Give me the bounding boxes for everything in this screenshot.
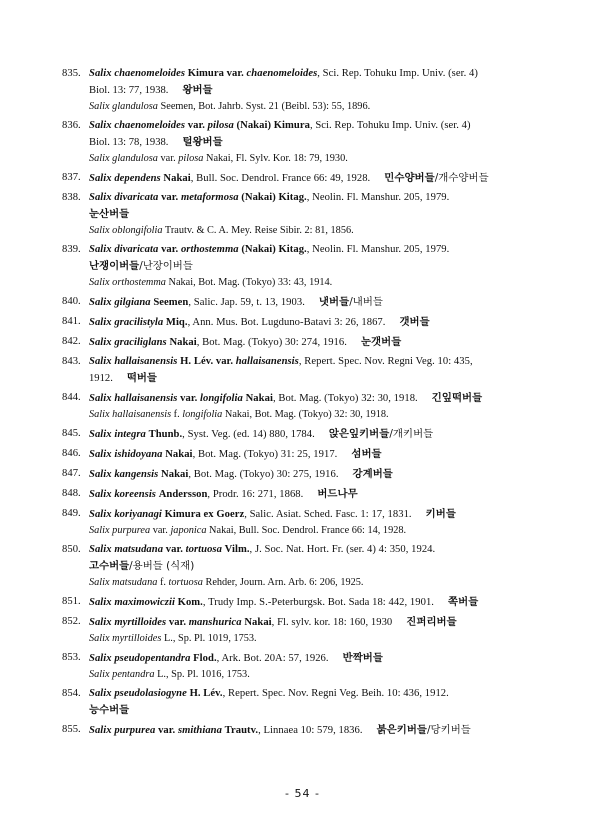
- synonym-line: [62, 667, 552, 683]
- species-epithet: maximowiczii: [114, 597, 175, 608]
- korean-name: [182, 84, 212, 96]
- entry-main-line: [62, 542, 552, 558]
- genus-name: Salix: [89, 688, 112, 699]
- korean-name-line: [62, 258, 552, 275]
- species-entry: [62, 190, 552, 239]
- synonym-line: [62, 575, 552, 591]
- species-epithet: integra: [114, 429, 146, 440]
- species-epithet: gilgiana: [114, 297, 151, 308]
- species-epithet: gracilistyla: [114, 317, 164, 328]
- korean-name: [343, 652, 383, 664]
- entry-main-line: [62, 506, 552, 523]
- entry-number: 848.: [62, 488, 81, 499]
- rank-marker: var.: [161, 192, 179, 203]
- infraspecific-author: Vilm.: [224, 544, 250, 555]
- page-number: - 54 -: [285, 787, 320, 800]
- infraspecific-epithet: pilosa: [207, 120, 234, 131]
- synonym-epithet: glandulosa: [112, 101, 158, 112]
- entry-number: 838.: [62, 192, 81, 203]
- entry-main-line: [62, 722, 552, 739]
- species-epithet: divaricata: [114, 192, 159, 203]
- synonym-line: [62, 523, 552, 539]
- species-entry: [62, 506, 552, 539]
- korean-name: [448, 596, 478, 608]
- citation-continuation: 1912.: [89, 373, 113, 384]
- rank-marker: var.: [161, 244, 179, 255]
- citation-continuation: Biol. 13: 77, 1938.: [89, 85, 169, 96]
- synonym-citation: Seemen, Bot. Jahrb. Syst. 21 (Beibl. 53): 55, 1896.: [157, 101, 371, 112]
- synonym-line: [62, 151, 552, 167]
- synonym-epithet: orthostemma: [112, 277, 166, 288]
- korean-name: [351, 448, 381, 460]
- entry-number: 846.: [62, 448, 81, 459]
- citation: , Neolin. Fl. Manshur. 205, 1979.: [306, 244, 450, 255]
- species-epithet: matsudana: [114, 544, 164, 555]
- korean-name-alternate: /개수양버들: [434, 172, 489, 184]
- species-entry: [62, 66, 552, 115]
- korean-name-primary: 긴잎떡버들: [431, 392, 483, 404]
- species-epithet: chaenomeloides: [114, 68, 186, 79]
- citation: , Trudy Imp. S.-Peterburgsk. Bot. Sada 18: 442, 1901.: [202, 597, 435, 608]
- korean-name-primary: 난쟁이버들: [89, 260, 140, 272]
- entry-number: 836.: [62, 120, 81, 131]
- synonym-citation: L., Sp. Pl. 1019, 1753.: [161, 633, 257, 644]
- genus-name: Salix: [89, 725, 112, 736]
- species-author: Nakai: [169, 337, 197, 348]
- entry-main-line: [62, 66, 552, 82]
- species-entry: [62, 486, 552, 503]
- species-entry: [62, 354, 552, 387]
- citation: , Bot. Mag. (Tokyo) 31: 25, 1917.: [192, 449, 338, 460]
- genus-name: Salix: [89, 617, 112, 628]
- rank-marker: var.: [165, 544, 183, 555]
- species-author: Miq.: [165, 317, 188, 328]
- species-author: H. Lév.: [180, 356, 214, 367]
- synonym-genus: Salix: [89, 577, 110, 588]
- entry-main-line: [62, 390, 552, 407]
- genus-name: Salix: [89, 469, 112, 480]
- species-entry: [62, 118, 552, 167]
- species-entry: [62, 722, 552, 739]
- citation: , Bot. Mag. (Tokyo) 32: 30, 1918.: [272, 393, 418, 404]
- synonym-citation: Nakai, Bull. Soc. Dendrol. France 66: 14, 1928.: [206, 525, 407, 536]
- species-list: [62, 66, 552, 742]
- species-author: Andersson: [158, 489, 208, 500]
- korean-name: [317, 488, 357, 500]
- infraspecific-epithet: tortuosa: [185, 544, 222, 555]
- synonym-rank: f.: [171, 409, 183, 420]
- korean-name-primary: 능수버들: [89, 704, 130, 716]
- korean-name-primary: 털왕버들: [182, 136, 223, 148]
- korean-name: [89, 704, 129, 716]
- species-entry: [62, 594, 552, 611]
- synonym-line: [62, 99, 552, 115]
- synonym-infra-epithet: tortuosa: [168, 577, 203, 588]
- korean-name-alternate: /당키버들: [427, 724, 471, 736]
- infraspecific-epithet: manshurica: [188, 617, 242, 628]
- synonym-genus: Salix: [89, 669, 110, 680]
- genus-name: Salix: [89, 449, 112, 460]
- citation: , Bot. Mag. (Tokyo) 30: 275, 1916.: [188, 469, 339, 480]
- korean-name: [406, 616, 456, 628]
- infraspecific-epithet: longifolia: [200, 393, 243, 404]
- korean-name: [377, 724, 471, 736]
- species-entry: [62, 426, 552, 443]
- synonym-epithet: glandulosa: [112, 153, 158, 164]
- citation-continuation: Biol. 13: 78, 1938.: [89, 137, 169, 148]
- korean-name: [329, 428, 433, 440]
- entry-number: 844.: [62, 392, 81, 403]
- genus-name: Salix: [89, 544, 112, 555]
- korean-name: [361, 336, 401, 348]
- species-epithet: koreensis: [114, 489, 156, 500]
- synonym-genus: Salix: [89, 225, 110, 236]
- entry-main-line: [62, 614, 552, 631]
- korean-name-primary: 앉은잎키버들: [328, 428, 390, 440]
- species-author: Kimura: [187, 68, 224, 79]
- species-author: Nakai: [165, 449, 193, 460]
- synonym-epithet: matsudana: [112, 577, 158, 588]
- entry-main-line: [62, 446, 552, 463]
- synonym-genus: Salix: [89, 153, 110, 164]
- synonym-genus: Salix: [89, 101, 110, 112]
- rank-marker: var.: [168, 617, 187, 628]
- citation: , Repert. Spec. Nov. Regni Veg. Beih. 10: 436, 1912.: [222, 688, 449, 699]
- genus-name: Salix: [89, 317, 112, 328]
- species-entry: [62, 390, 552, 423]
- entry-main-line: [62, 426, 552, 443]
- rank-marker: var.: [180, 393, 198, 404]
- infraspecific-author: (Nakai) Kitag.: [241, 244, 307, 255]
- synonym-epithet: oblongifolia: [112, 225, 163, 236]
- infraspecific-epithet: orthostemma: [180, 244, 239, 255]
- species-entry: [62, 170, 552, 187]
- genus-name: Salix: [89, 244, 112, 255]
- korean-name-primary: 왕버들: [182, 84, 213, 96]
- synonym-genus: Salix: [89, 633, 110, 644]
- korean-name-primary: 강계버들: [352, 468, 393, 480]
- korean-name: [384, 172, 488, 184]
- korean-name-primary: 붉은키버들: [376, 724, 427, 736]
- entry-number: 835.: [62, 68, 81, 79]
- synonym-line: [62, 631, 552, 647]
- entry-number: 850.: [62, 544, 81, 555]
- species-epithet: ishidoyana: [114, 449, 163, 460]
- synonym-citation: Trautv. & C. A. Mey. Reise Sibir. 2: 81, 1856.: [162, 225, 354, 236]
- rank-marker: var.: [226, 68, 244, 79]
- citation: , Salic. Asiat. Sched. Fasc. 1: 17, 1831.: [244, 509, 412, 520]
- species-epithet: graciliglans: [114, 337, 167, 348]
- korean-name-primary: 눈갯버들: [360, 336, 402, 348]
- species-entry: [62, 242, 552, 291]
- species-epithet: divaricata: [114, 244, 159, 255]
- entry-number: 837.: [62, 172, 81, 183]
- korean-name-alternate: /개키버들: [389, 428, 434, 440]
- entry-main-line: [62, 466, 552, 483]
- species-entry: [62, 686, 552, 719]
- infraspecific-author: Nakai: [244, 617, 272, 628]
- korean-name-primary: 갯버들: [399, 316, 430, 328]
- genus-name: Salix: [89, 393, 112, 404]
- infraspecific-author: (Nakai) Kimura: [236, 120, 310, 131]
- korean-name: [426, 508, 456, 520]
- korean-name-primary: 고수버들: [89, 560, 130, 572]
- korean-name: [89, 560, 194, 572]
- citation: , Linnaea 10: 579, 1836.: [258, 725, 363, 736]
- synonym-line: [62, 223, 552, 239]
- korean-name-primary: 눈산버들: [89, 208, 130, 220]
- infraspecific-author: Nakai: [245, 393, 273, 404]
- genus-name: Salix: [89, 356, 112, 367]
- entry-number: 842.: [62, 336, 81, 347]
- korean-name-alternate: /용버들 (식재): [129, 560, 195, 572]
- species-author: Kom.: [177, 597, 203, 608]
- entry-number: 855.: [62, 724, 81, 735]
- synonym-infra-epithet: longifolia: [182, 409, 223, 420]
- entry-number: 845.: [62, 428, 81, 439]
- synonym-genus: Salix: [89, 277, 110, 288]
- genus-name: Salix: [89, 489, 112, 500]
- entry-main-line: [62, 650, 552, 667]
- entry-main-line: [62, 686, 552, 702]
- korean-name-line: [62, 206, 552, 223]
- entry-number: 847.: [62, 468, 81, 479]
- entry-main-line: [62, 594, 552, 611]
- entry-number: 853.: [62, 652, 81, 663]
- korean-name: [89, 260, 193, 272]
- korean-name: [319, 296, 383, 308]
- korean-name-primary: 냇버들: [318, 296, 350, 308]
- species-author: Seemen: [153, 297, 189, 308]
- genus-name: Salix: [89, 429, 112, 440]
- entry-main-line: [62, 354, 552, 370]
- entry-number: 851.: [62, 596, 81, 607]
- synonym-epithet: hallaisanensis: [112, 409, 172, 420]
- entry-number: 852.: [62, 616, 81, 627]
- infraspecific-epithet: smithiana: [177, 725, 222, 736]
- citation: , Repert. Spec. Nov. Regni Veg. 10: 435,: [298, 356, 473, 367]
- species-entry: [62, 334, 552, 351]
- korean-name: [89, 208, 129, 220]
- citation: , Neolin. Fl. Manshur. 205, 1979.: [306, 192, 450, 203]
- synonym-infra-epithet: pilosa: [178, 153, 204, 164]
- infraspecific-epithet: chaenomeloides: [246, 68, 318, 79]
- korean-name-primary: 키버들: [425, 508, 456, 520]
- korean-name: [182, 136, 222, 148]
- korean-name: [432, 392, 482, 404]
- species-author: Kimura ex Goerz: [164, 509, 245, 520]
- infraspecific-author: Trautv.: [224, 725, 259, 736]
- entry-number: 849.: [62, 508, 81, 519]
- synonym-citation: Nakai, Bot. Mag. (Tokyo) 33: 43, 1914.: [165, 277, 333, 288]
- korean-name: [353, 468, 393, 480]
- korean-name-primary: 버드나무: [317, 488, 358, 500]
- infraspecific-epithet: metaformosa: [180, 192, 239, 203]
- korean-name-alternate: /내버들: [349, 296, 383, 308]
- rank-marker: var.: [158, 725, 176, 736]
- synonym-genus: Salix: [89, 525, 110, 536]
- citation: , Fl. sylv. kor. 18: 160, 1930: [271, 617, 393, 628]
- genus-name: Salix: [89, 597, 112, 608]
- species-author: Thunb.: [148, 429, 183, 440]
- species-epithet: hallaisanensis: [114, 393, 178, 404]
- korean-name-primary: 쪽버들: [448, 596, 479, 608]
- synonym-infra-epithet: japonica: [170, 525, 207, 536]
- species-entry: [62, 294, 552, 311]
- citation: , Syst. Veg. (ed. 14) 880, 1784.: [182, 429, 315, 440]
- entry-main-line: [62, 242, 552, 258]
- synonym-line: [62, 275, 552, 291]
- korean-name: [399, 316, 429, 328]
- genus-name: Salix: [89, 192, 112, 203]
- species-epithet: myrtilloides: [114, 617, 167, 628]
- species-epithet: dependens: [114, 173, 161, 184]
- species-entry: [62, 650, 552, 683]
- synonym-citation: Nakai, Bot. Mag. (Tokyo) 32: 30, 1918.: [222, 409, 389, 420]
- species-entry: [62, 542, 552, 591]
- infraspecific-author: (Nakai) Kitag.: [241, 192, 307, 203]
- synonym-epithet: pentandra: [112, 669, 155, 680]
- species-epithet: kangensis: [114, 469, 159, 480]
- citation: , Ark. Bot. 20A: 57, 1926.: [216, 653, 329, 664]
- entry-main-line: [62, 294, 552, 311]
- korean-name-alternate: /난장이버들: [139, 260, 193, 272]
- species-entry: [62, 314, 552, 331]
- synonym-genus: Salix: [89, 409, 110, 420]
- entry-main-line: [62, 314, 552, 331]
- entry-main-line: [62, 170, 552, 187]
- citation: , Prodr. 16: 271, 1868.: [207, 489, 304, 500]
- korean-name-line: [62, 702, 552, 719]
- synonym-line: [62, 407, 552, 423]
- citation-continued: [62, 370, 552, 387]
- synonym-rank: f.: [157, 577, 169, 588]
- genus-name: Salix: [89, 653, 112, 664]
- entry-number: 841.: [62, 316, 81, 327]
- synonym-citation: Nakai, Fl. Sylv. Kor. 18: 79, 1930.: [203, 153, 348, 164]
- species-epithet: koriyanagi: [114, 509, 162, 520]
- korean-name-line: [62, 558, 552, 575]
- species-epithet: pseudopentandra: [114, 653, 191, 664]
- citation: , J. Soc. Nat. Hort. Fr. (ser. 4) 4: 350, 1924.: [249, 544, 436, 555]
- species-author: H. Lév.: [189, 688, 223, 699]
- citation-continued: [62, 82, 552, 99]
- species-epithet: chaenomeloides: [114, 120, 186, 131]
- citation: , Ann. Mus. Bot. Lugduno-Batavi 3: 26, 1867.: [187, 317, 386, 328]
- species-entry: [62, 614, 552, 647]
- citation: , Salic. Jap. 59, t. 13, 1903.: [188, 297, 305, 308]
- citation: , Bull. Soc. Dendrol. France 66: 49, 1928.: [190, 173, 371, 184]
- species-entry: [62, 446, 552, 463]
- citation: , Bot. Mag. (Tokyo) 30: 274, 1916.: [196, 337, 347, 348]
- genus-name: Salix: [89, 68, 112, 79]
- korean-name-primary: 진퍼리버들: [406, 616, 457, 628]
- species-epithet: purpurea: [114, 725, 156, 736]
- species-author: Flod.: [193, 653, 217, 664]
- citation-continued: [62, 134, 552, 151]
- infraspecific-epithet: hallaisanensis: [235, 356, 299, 367]
- entry-number: 854.: [62, 688, 81, 699]
- korean-name: [127, 372, 157, 384]
- species-author: Nakai: [163, 173, 191, 184]
- korean-name-primary: 섬버들: [351, 448, 382, 460]
- entry-number: 839.: [62, 244, 81, 255]
- synonym-epithet: myrtilloides: [112, 633, 162, 644]
- genus-name: Salix: [89, 173, 112, 184]
- rank-marker: var.: [215, 356, 234, 367]
- species-entry: [62, 466, 552, 483]
- entry-number: 840.: [62, 296, 81, 307]
- synonym-rank: var.: [157, 153, 179, 164]
- korean-name-primary: 반짝버들: [342, 652, 383, 664]
- entry-main-line: [62, 118, 552, 134]
- genus-name: Salix: [89, 297, 112, 308]
- entry-main-line: [62, 486, 552, 503]
- species-epithet: pseudolasiogyne: [114, 688, 187, 699]
- species-author: Nakai: [161, 469, 189, 480]
- genus-name: Salix: [89, 120, 112, 131]
- korean-name-primary: 민수양버들: [384, 172, 435, 184]
- synonym-epithet: purpurea: [112, 525, 151, 536]
- citation: , Sci. Rep. Tohuku Imp. Univ. (ser. 4): [317, 68, 478, 79]
- entry-main-line: [62, 334, 552, 351]
- synonym-citation: Rehder, Journ. Arn. Arb. 6: 206, 1925.: [202, 577, 364, 588]
- citation: , Sci. Rep. Tohuku Imp. Univ. (ser. 4): [309, 120, 471, 131]
- entry-number: 843.: [62, 356, 81, 367]
- rank-marker: var.: [187, 120, 205, 131]
- genus-name: Salix: [89, 337, 112, 348]
- synonym-citation: L., Sp. Pl. 1016, 1753.: [154, 669, 250, 680]
- entry-main-line: [62, 190, 552, 206]
- genus-name: Salix: [89, 509, 112, 520]
- korean-name-primary: 떡버들: [126, 372, 157, 384]
- species-epithet: hallaisanensis: [114, 356, 178, 367]
- synonym-rank: var.: [150, 525, 171, 536]
